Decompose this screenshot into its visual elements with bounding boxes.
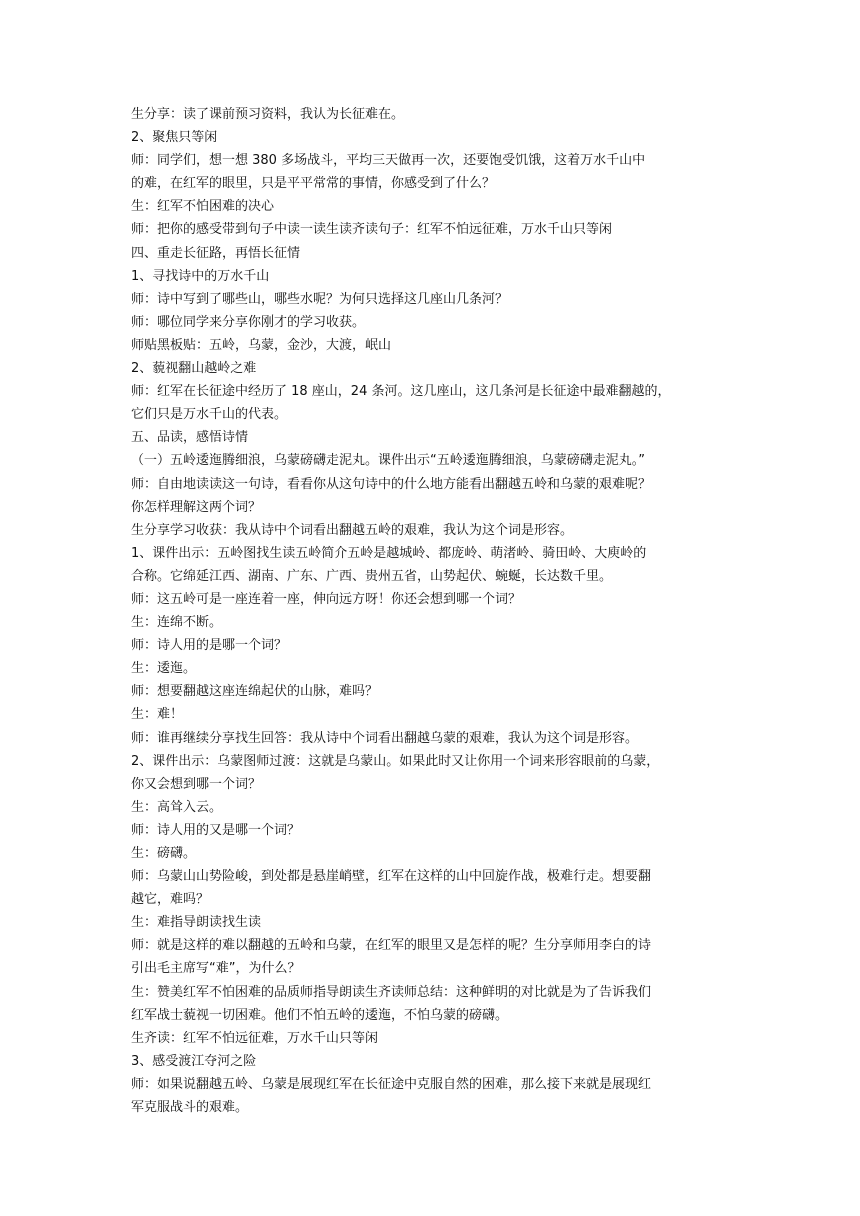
text-line: 2、课件出示：乌蒙图师过渡：这就是乌蒙山。如果此时又让你用一个词来形容眼前的乌蒙， bbox=[131, 753, 660, 769]
text-line: 师：乌蒙山山势险峻，到处都是悬崖峭壁，红军在这样的山中回旋作战，极难行走。想要翻 bbox=[131, 869, 652, 885]
text-line: 的难，在红军的眼里，只是平平常常的事情，你感受到了什么？ bbox=[131, 176, 496, 192]
text-line: 生：连绵不断。 bbox=[131, 615, 223, 631]
text-line: 师：诗人用的又是哪一个词？ bbox=[131, 822, 301, 838]
text-line: 生：赞美红军不怕困难的品质师指导朗读生齐读师总结：这种鲜明的对比就是为了告诉我们 bbox=[131, 984, 652, 1000]
text-line: 它们只是万水千山的代表。 bbox=[131, 407, 288, 423]
text-line: 师：这五岭可是一座连着一座，伸向远方呀！你还会想到哪一个词？ bbox=[131, 591, 522, 607]
text-line: 2、聚焦只等闲 bbox=[131, 130, 218, 146]
text-line: 合称。它绵延江西、湖南、广东、广西、贵州五省，山势起伏、蜿蜒，长达数千里。 bbox=[131, 568, 613, 584]
text-line: 生齐读：红军不怕远征难，万水千山只等闲 bbox=[131, 1030, 379, 1046]
text-line: 师：把你的感受带到句子中读一读生读齐读句子：红军不怕远征难，万水千山只等闲 bbox=[131, 222, 613, 238]
text-line: 师：谁再继续分享找生回答：我从诗中个词看出翻越乌蒙的艰难，我认为这个词是形容。 bbox=[131, 730, 639, 746]
text-line: 生：红军不怕困难的决心 bbox=[131, 199, 275, 215]
text-line: 引出毛主席写“难”，为什么？ bbox=[131, 961, 301, 977]
text-line: 师：诗中写到了哪些山，哪些水呢？为何只选择这几座山几条河？ bbox=[131, 291, 509, 307]
text-line: 五、品读，感悟诗情 bbox=[131, 430, 249, 446]
text-line: 生：磅礴。 bbox=[131, 846, 197, 861]
text-line: 1、寻找诗中的万水千山 bbox=[131, 268, 270, 284]
text-line: 生：逶迤。 bbox=[131, 661, 197, 677]
text-line: 2、藐视翻山越岭之难 bbox=[131, 361, 257, 377]
text-line: 师：如果说翻越五岭、乌蒙是展现红军在长征途中克服自然的困难，那么接下来就是展现红 bbox=[131, 1076, 652, 1092]
text-line: 生：难指导朗读找生读 bbox=[131, 915, 262, 931]
text-line: （一）五岭逶迤腾细浪，乌蒙磅礴走泥丸。课件出示“五岭逶迤腾细浪，乌蒙磅礴走泥丸。” bbox=[131, 453, 645, 469]
text-line: 生：难！ bbox=[131, 707, 184, 723]
text-line: 军克服战斗的艰难。 bbox=[131, 1100, 249, 1116]
text-line: 3、感受渡江夺河之险 bbox=[131, 1053, 257, 1069]
text-line: 生分享学习收获：我从诗中个词看出翻越五岭的艰难，我认为这个词是形容。 bbox=[131, 522, 574, 538]
text-line: 你怎样理解这两个词？ bbox=[131, 499, 262, 515]
text-line: 1、课件出示：五岭图找生读五岭简介五岭是越城岭、都庞岭、萌渚岭、骑田岭、大庾岭的 bbox=[131, 545, 647, 561]
text-line: 生：高耸入云。 bbox=[131, 799, 223, 815]
text-line: 师：哪位同学来分享你刚才的学习收获。 bbox=[131, 314, 366, 330]
text-line: 师：想要翻越这座连绵起伏的山脉，难吗？ bbox=[131, 684, 379, 700]
text-line: 师：诗人用的是哪一个词？ bbox=[131, 638, 288, 654]
text-line: 生分享：读了课前预习资料，我认为长征难在。 bbox=[131, 107, 405, 122]
text-line: 红军战士藐视一切困难。他们不怕五岭的逶迤，不怕乌蒙的磅礴。 bbox=[131, 1007, 509, 1023]
text-line: 师贴黑板贴：五岭，乌蒙，金沙，大渡，岷山 bbox=[131, 337, 392, 353]
text-line: 师：自由地读读这一句诗，看看你从这句诗中的什么地方能看出翻越五岭和乌蒙的艰难呢？ bbox=[131, 476, 652, 492]
text-line: 师：同学们，想一想 380 多场战斗，平均三天做再一次，还要饱受饥饿，这着万水千山中 bbox=[131, 153, 646, 169]
text-line: 师：红军在长征途中经历了 18 座山，24 条河。这几座山，这几条河是长征途中最难翻越的， bbox=[131, 384, 671, 400]
text-line: 越它，难吗？ bbox=[131, 892, 210, 908]
text-line: 你又会想到哪一个词？ bbox=[131, 776, 262, 792]
text-line: 四、重走长征路，再悟长征情 bbox=[131, 245, 301, 261]
document-body bbox=[131, 103, 731, 1119]
text-line: 师：就是这样的难以翻越的五岭和乌蒙，在红军的眼里又是怎样的呢？生分享师用李白的诗 bbox=[131, 938, 652, 954]
